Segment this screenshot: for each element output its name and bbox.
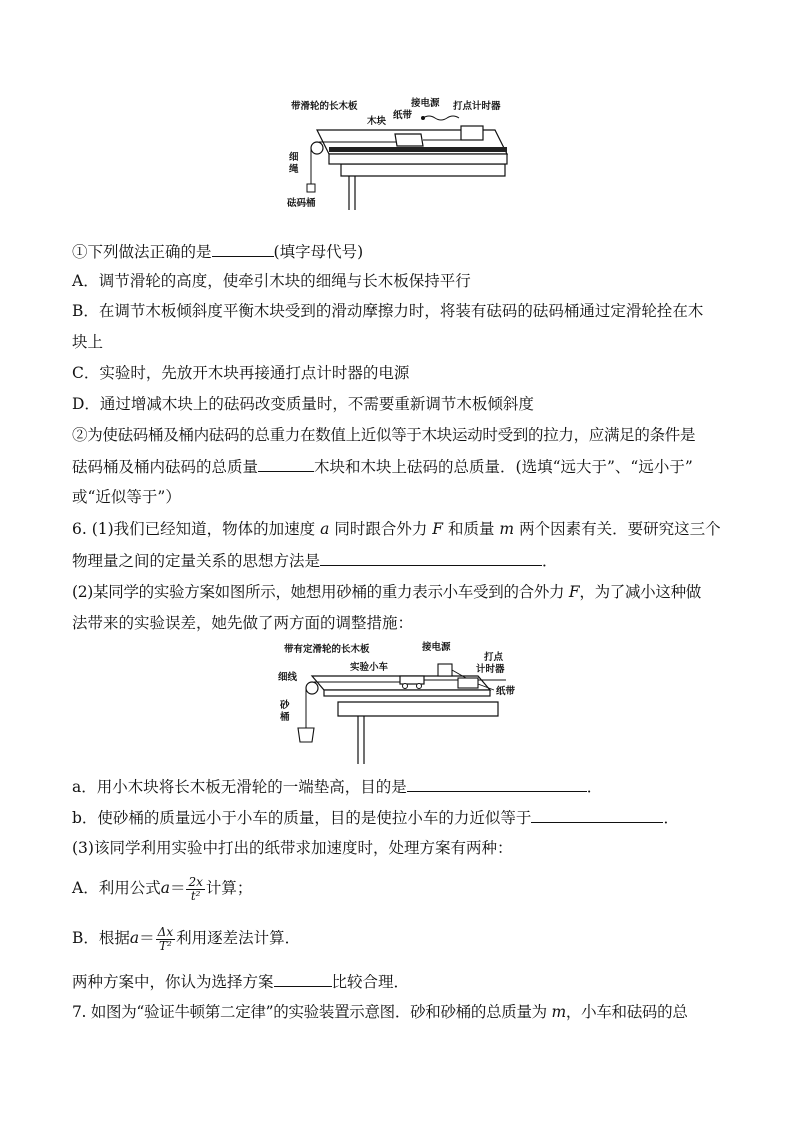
label-power: 接电源 [411,98,440,109]
q6-text: ． [663,809,679,827]
q6-option-b-formula [72,918,739,958]
figure-block-board-apparatus [283,96,515,212]
q5-sub2-line2 [72,455,739,478]
answer-blank[interactable] [320,549,542,566]
q5-option-a: A．调节滑轮的高度，使牵引木块的细绳与长木板保持平行 [72,272,471,290]
apparatus-diagram-1 [283,96,515,212]
answer-blank[interactable] [258,455,314,472]
q6-text: (2)某同学的实验方案如图所示，她想用砂桶的重力表示小车受到的合外力 [72,583,565,601]
figure-cart-apparatus [274,640,526,768]
q5-sub1-hint: (填字母代号) [273,243,364,261]
fraction [156,926,175,953]
q6-text: ． [542,552,558,570]
q6-text: 利用逐差法计算． [176,929,301,947]
label-cart: 实验小车 [350,662,389,673]
numerator: Δx [157,924,174,939]
q5-option-b-line2: 块上 [72,333,104,351]
q5-option-b-line1: B．在调节木板倾斜度平衡木块受到的滑动摩擦力时，将装有砝码的砝码桶通过定滑轮拴在木 [72,302,704,320]
label-timer-1: 打点 [484,652,504,663]
equals-sign: ＝ [139,929,155,947]
q6-text: A．利用公式 [72,879,161,897]
q6-text: 计算； [205,879,253,897]
apparatus-diagram-2 [274,640,526,768]
denominator: T² [158,938,172,953]
var-m: m [551,1003,566,1021]
var-a: a [160,879,170,897]
q6-p2-line1 [72,581,739,603]
label-sand-1: 砂 [280,700,290,711]
var-a: a [320,520,330,538]
q6-text: 和质量 [447,520,495,538]
q6-text: B．根据 [72,929,130,947]
q6-text: b．使砂桶的质量远小于小车的质量，目的是使拉小车的力近似等于 [72,809,532,827]
q6-text: 两种方案中，你认为选择方案 [72,973,274,991]
fraction [186,876,204,903]
q7-text: 7. 如图为“验证牛顿第二定律”的实验装置示意图．砂和砂桶的总质量为 [72,1003,547,1021]
q5-sub1 [72,240,739,263]
q6-p1-line2 [72,549,739,572]
var-m: m [499,520,515,538]
q5-option-d: D．通过增减木块上的砝码改变质量时，不需要重新调节木板倾斜度 [72,395,534,413]
q5-sub2-hint: 木块和木块上砝码的总质量．(选填“远大于”、“远小于” [314,458,693,476]
q6-text: 比较合理． [331,973,410,991]
q5-sub1-text: ①下列做法正确的是 [72,243,212,261]
label-timer-2: 计时器 [476,664,505,675]
label-tape: 纸带 [496,686,516,697]
label-board: 带滑轮的长木板 [291,101,358,112]
q5-sub2-line1: ②为使砝码桶及桶内砝码的总重力在数值上近似等于木块运动时受到的拉力，应满足的条件是 [72,426,696,444]
var-F: F [568,583,580,601]
label-rope: 细线 [278,672,298,683]
q5-sub2-text: 砝码桶及桶内砝码的总质量 [72,458,259,476]
q6-item-a [72,775,739,798]
answer-blank[interactable] [407,775,587,792]
var-a: a [129,929,140,947]
q7-line1 [72,1001,739,1023]
q6-text: 物理量之间的定量关系的思想方法是 [72,552,321,570]
label-tape: 纸带 [393,110,413,121]
q7-text: ，小车和砝码的总 [565,1003,688,1021]
label-block: 木块 [367,116,387,127]
label-sand-2: 桶 [280,712,290,723]
q6-text: ，为了减小这种做 [579,583,701,601]
q5-sub2-line3: 或“近似等于”） [72,488,181,506]
q6-item-b [72,806,739,829]
q6-text: a．用小木块将长木板无滑轮的一端垫高，目的是 [72,778,407,796]
q5-option-c: C．实验时，先放开木块再接通打点计时器的电源 [72,364,410,382]
label-power: 接电源 [422,642,451,653]
numerator: 2x [188,874,203,889]
var-F: F [432,520,444,538]
q6-option-a-formula [72,868,739,908]
q6-text: 两个因素有关．要研究这三个 [519,520,721,538]
q6-p2-line2: 法带来的实验误差，她先做了两方面的调整措施： [72,614,414,632]
q6-text: 6. (1)我们已经知道，物体的加速度 [72,520,316,538]
equals-sign: ＝ [169,879,186,897]
label-board: 带有定滑轮的长木板 [284,644,370,655]
q6-text: 同时跟合外力 [334,520,428,538]
q6-p3: (3)该同学利用实验中打出的纸带求加速度时，处理方案有两种： [72,839,513,857]
answer-blank[interactable] [212,240,274,257]
denominator: t² [190,888,201,903]
label-rope-2: 绳 [289,164,299,175]
answer-blank[interactable] [531,806,663,823]
q6-text: ． [586,778,603,796]
label-bucket: 砝码桶 [287,198,316,209]
q6-choose [72,970,739,993]
label-timer: 打点计时器 [453,101,501,112]
label-rope-1: 细 [289,152,299,163]
answer-blank[interactable] [274,970,332,987]
q6-p1-line1 [72,518,739,540]
